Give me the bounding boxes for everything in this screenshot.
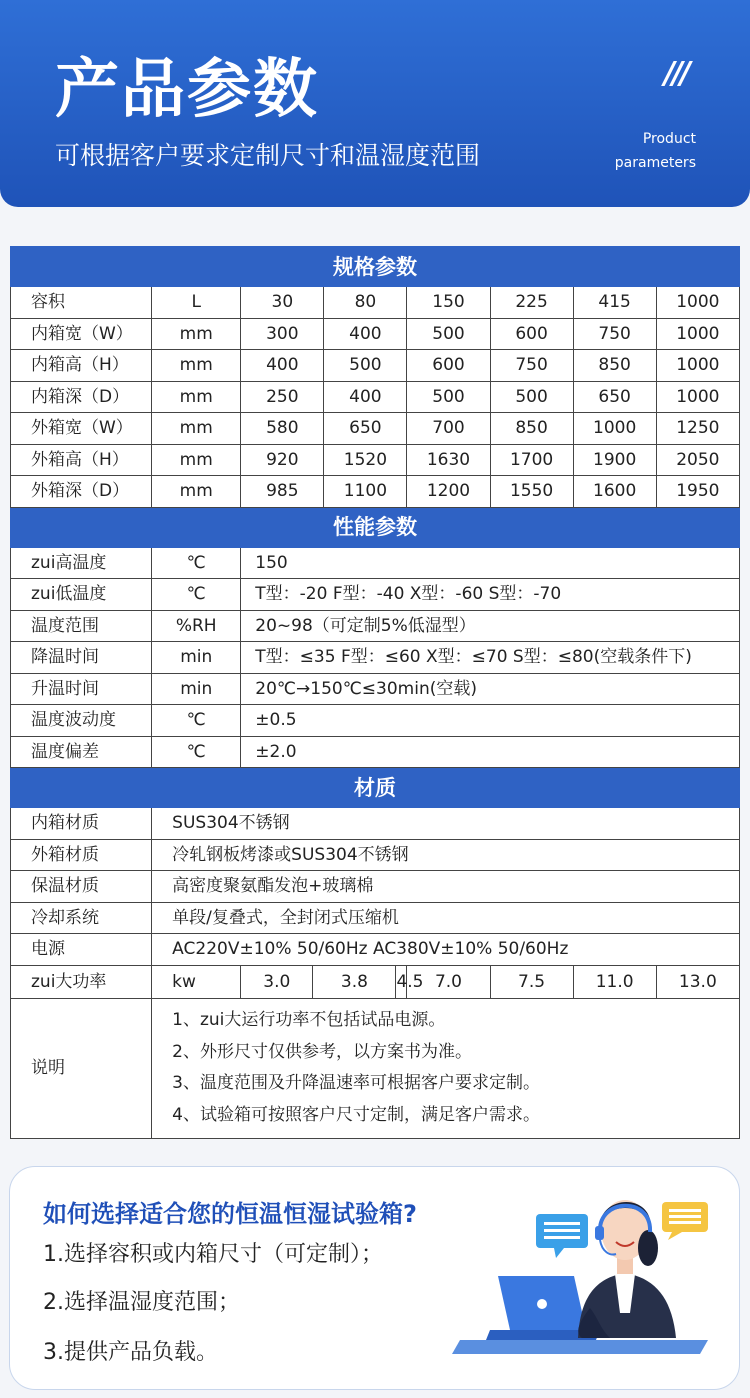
- row-label: zui大功率: [11, 965, 152, 998]
- row-label: 保温材质: [11, 871, 152, 903]
- row-unit: mm: [152, 350, 241, 382]
- value-cell: 850: [573, 350, 656, 382]
- value-cell: 500: [490, 381, 573, 413]
- row-unit: L: [152, 287, 241, 319]
- value-cell: 1100: [324, 476, 407, 508]
- english-caption-line2: parameters: [614, 155, 696, 171]
- page-subtitle: 可根据客户要求定制尺寸和温湿度范围: [55, 141, 481, 170]
- value-cell: 20℃→150℃≤30min(空载): [241, 673, 740, 705]
- value-cell: 20~98（可定制5%低湿型）: [241, 610, 740, 642]
- table-row: [11, 381, 740, 413]
- value-cell: 1000: [656, 318, 739, 350]
- note-line: 4、试验箱可按照客户尺寸定制，满足客户需求。: [172, 1104, 540, 1125]
- value-cell: 13.0: [656, 965, 739, 998]
- row-unit: mm: [152, 318, 241, 350]
- table-row: [11, 318, 740, 350]
- value-cell: ±0.5: [241, 705, 740, 737]
- value-cell: 500: [407, 381, 490, 413]
- row-unit: mm: [152, 381, 241, 413]
- row-label: 外箱深（D）: [11, 476, 152, 508]
- value-cell: 1000: [573, 413, 656, 445]
- value-cell: 600: [490, 318, 573, 350]
- row-label: 说明: [11, 998, 152, 1138]
- value-cell: 650: [324, 413, 407, 445]
- table-row: [11, 673, 740, 705]
- table-row: [11, 610, 740, 642]
- note-line: 3、温度范围及升降温速率可根据客户要求定制。: [172, 1073, 540, 1093]
- row-unit: mm: [152, 444, 241, 476]
- value-cell: 225: [490, 287, 573, 319]
- value-cell: 150: [407, 287, 490, 319]
- guide-step-3: 3.提供产品负载。: [43, 1340, 218, 1365]
- value-cell: 1900: [573, 444, 656, 476]
- row-label: 内箱高（H）: [11, 350, 152, 382]
- table-row: [11, 642, 740, 674]
- table-row: [11, 839, 740, 871]
- table-row: [11, 350, 740, 382]
- row-unit: ℃: [152, 547, 241, 579]
- desk-icon: [452, 1340, 708, 1354]
- row-label: 容积: [11, 287, 152, 319]
- section-material: [11, 768, 740, 808]
- row-unit: ℃: [152, 736, 241, 768]
- value-cell: 415: [573, 287, 656, 319]
- row-label: 温度偏差: [11, 736, 152, 768]
- value-cell: 2050: [656, 444, 739, 476]
- row-label: 内箱深（D）: [11, 381, 152, 413]
- parameter-table: [10, 246, 740, 1139]
- section-heading: 规格参数: [11, 247, 740, 287]
- row-label: zui高温度: [11, 547, 152, 579]
- notes-cell: [152, 998, 740, 1138]
- value-cell: 400: [324, 381, 407, 413]
- value-cell: 1550: [490, 476, 573, 508]
- row-label: 升温时间: [11, 673, 152, 705]
- table-row: [11, 444, 740, 476]
- value-cell: 冷轧钢板烤漆或SUS304不锈钢: [152, 839, 740, 871]
- value-cell: 150: [241, 547, 740, 579]
- section-heading: 材质: [11, 768, 740, 808]
- row-unit: kw: [152, 965, 241, 998]
- value-cell: 1250: [656, 413, 739, 445]
- row-label: 冷却系统: [11, 902, 152, 934]
- table-row: [11, 934, 740, 966]
- section-heading: 性能参数: [11, 507, 740, 547]
- value-cell: 1600: [573, 476, 656, 508]
- guide-step-1: 1.选择容积或内箱尺寸（可定制）；: [43, 1242, 383, 1267]
- value-cell: 250: [241, 381, 324, 413]
- row-unit: %RH: [152, 610, 241, 642]
- row-label: 降温时间: [11, 642, 152, 674]
- note-line: 1、zui大运行功率不包括试品电源。: [172, 1010, 446, 1030]
- value-cell: 1950: [656, 476, 739, 508]
- value-cell: 1200: [407, 476, 490, 508]
- row-label: 温度波动度: [11, 705, 152, 737]
- slash-decoration-icon: ///: [664, 56, 688, 91]
- value-cell: 500: [407, 318, 490, 350]
- page-title: 产品参数: [55, 53, 319, 127]
- value-cell: 650: [573, 381, 656, 413]
- row-label: 外箱宽（W）: [11, 413, 152, 445]
- row-label: 电源: [11, 934, 152, 966]
- value-cell: 400: [241, 350, 324, 382]
- row-label: 外箱高（H）: [11, 444, 152, 476]
- value-cell: 600: [407, 350, 490, 382]
- headset-icon: [595, 1226, 604, 1240]
- row-label: 内箱宽（W）: [11, 318, 152, 350]
- value-cell: 1700: [490, 444, 573, 476]
- table-row: [11, 413, 740, 445]
- value-cell: 3.8: [313, 965, 396, 998]
- value-cell: 1000: [656, 287, 739, 319]
- value-cell: 高密度聚氨酯发泡+玻璃棉: [152, 871, 740, 903]
- guide-step-2: 2.选择温湿度范围；: [43, 1290, 240, 1315]
- value-cell: AC220V±10% 50/60Hz AC380V±10% 50/60Hz: [152, 934, 740, 966]
- value-cell: T型：≤35 F型：≤60 X型：≤70 S型：≤80(空载条件下): [241, 642, 740, 674]
- table-row: [11, 871, 740, 903]
- value-cell: 11.0: [573, 965, 656, 998]
- row-unit: mm: [152, 413, 241, 445]
- table-row: [11, 476, 740, 508]
- value-cell: 单段/复叠式，全封闭式压缩机: [152, 902, 740, 934]
- value-cell: 985: [241, 476, 324, 508]
- value-cell: 7.0: [407, 965, 490, 998]
- table-row: [11, 736, 740, 768]
- customer-service-illustration: [450, 1178, 740, 1378]
- value-cell: 750: [573, 318, 656, 350]
- value-cell: 920: [241, 444, 324, 476]
- row-unit: min: [152, 642, 241, 674]
- header-banner: [0, 0, 750, 207]
- value-cell: 580: [241, 413, 324, 445]
- english-caption: [556, 127, 696, 175]
- value-cell: 3.0: [241, 965, 313, 998]
- row-unit: min: [152, 673, 241, 705]
- table-row: [11, 287, 740, 319]
- row-label: zui低温度: [11, 579, 152, 611]
- row-unit: ℃: [152, 705, 241, 737]
- table-row: [11, 808, 740, 840]
- value-cell: 500: [324, 350, 407, 382]
- value-cell: 700: [407, 413, 490, 445]
- section-spec: [11, 247, 740, 287]
- value-cell: 80: [324, 287, 407, 319]
- value-cell: 1000: [656, 350, 739, 382]
- note-line: 2、外形尺寸仅供参考，以方案书为准。: [172, 1041, 472, 1062]
- table-row: [11, 705, 740, 737]
- value-cell: 1520: [324, 444, 407, 476]
- table-row: [11, 965, 740, 998]
- value-cell: 1000: [656, 381, 739, 413]
- value-cell: 30: [241, 287, 324, 319]
- value-cell: 750: [490, 350, 573, 382]
- table-row: [11, 902, 740, 934]
- english-caption-line1: Product: [642, 131, 696, 147]
- row-label: 内箱材质: [11, 808, 152, 840]
- value-cell: 7.5: [490, 965, 573, 998]
- section-performance: [11, 507, 740, 547]
- value-cell: 4.5: [396, 965, 407, 998]
- value-cell: T型：-20 F型：-40 X型：-60 S型：-70: [241, 579, 740, 611]
- row-label: 温度范围: [11, 610, 152, 642]
- row-unit: mm: [152, 476, 241, 508]
- row-label: 外箱材质: [11, 839, 152, 871]
- table-row: [11, 547, 740, 579]
- value-cell: 1630: [407, 444, 490, 476]
- value-cell: 300: [241, 318, 324, 350]
- value-cell: 850: [490, 413, 573, 445]
- value-cell: 400: [324, 318, 407, 350]
- value-cell: ±2.0: [241, 736, 740, 768]
- table-row: [11, 998, 740, 1138]
- row-unit: ℃: [152, 579, 241, 611]
- value-cell: SUS304不锈钢: [152, 808, 740, 840]
- guide-question: 如何选择适合您的恒温恒湿试验箱?: [43, 1200, 417, 1228]
- table-row: [11, 579, 740, 611]
